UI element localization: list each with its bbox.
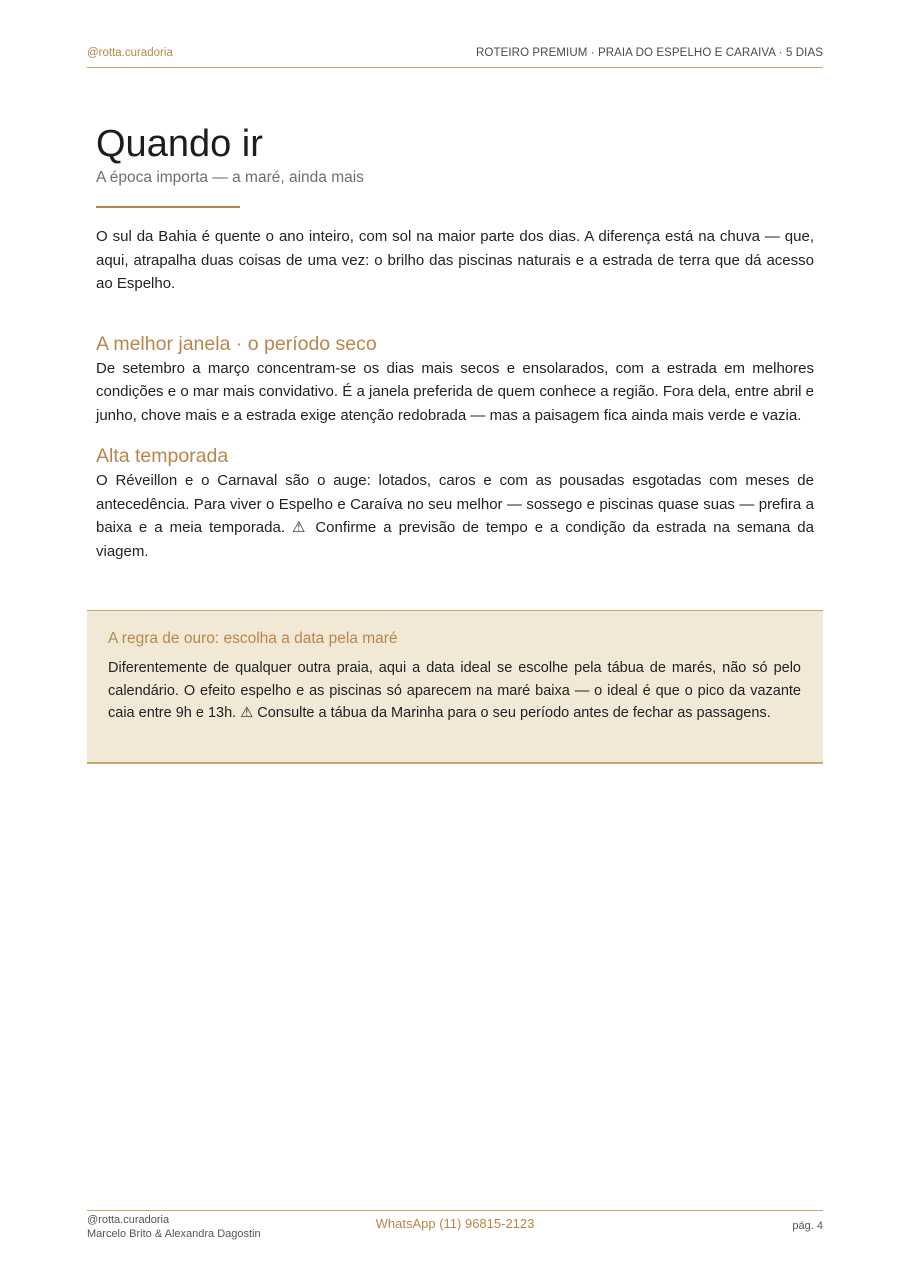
footer-brand: @rotta.curadoria — [87, 1214, 170, 1226]
title-divider — [96, 206, 240, 208]
main-content — [96, 120, 814, 563]
page-header — [87, 46, 823, 68]
page-title: Quando ir — [96, 123, 263, 165]
page-footer — [87, 1210, 823, 1245]
tide-rule-callout — [87, 610, 823, 764]
section-text-high-season: O Réveillon e o Carnaval são o auge: lotados, caros e com as pousadas esgotadas com meses de antecedência. Para viver o Espelho e Caraíva no seu melhor — sossego e piscinas quase suas — prefira a baixa e a meia temporada. ⚠ Confirme a previsão de tempo e a condição da estrada na semana da viagem. — [96, 472, 814, 560]
section-heading-high-season: Alta temporada — [96, 445, 229, 467]
footer-whatsapp-contact: WhatsApp (11) 96815-2123 — [375, 1216, 535, 1231]
section-text-best-window: De setembro a março concentram-se os dias mais secos e ensolarados, com a estrada em melhores condições e o mar mais convidativo. É a janela preferida de quem conhece a região. Fora dela, entre abril e junho, chove mais e a estrada exige atenção redobrada — mas a paisagem fica ainda mais verde e vazia. — [96, 359, 814, 424]
callout-title: A regra de ouro: escolha a data pela maré — [108, 630, 398, 647]
header-document-title: ROTEIRO PREMIUM · PRAIA DO ESPELHO E CARAIVA · 5 DIAS — [476, 47, 823, 59]
page-subtitle: A época importa — a maré, ainda mais — [96, 169, 364, 186]
page-number: pág. 4 — [792, 1220, 823, 1232]
section-heading-best-window: A melhor janela · o período seco — [96, 332, 377, 355]
callout-text: Diferentemente de qualquer outra praia, aqui a data ideal se escolhe pela tábua de marés, não só pelo calendário. O efeito espelho e as piscinas só aparecem na maré baixa — o ideal é que o pico da vazante caia entre 9h e 13h. ⚠ Consulte a tábua da Marinha para o seu período antes de fechar as passagens. — [108, 660, 801, 721]
footer-authors: Marcelo Brito & Alexandra Dagostin — [87, 1228, 261, 1240]
header-brand: @rotta.curadoria — [87, 47, 173, 59]
intro-paragraph: O sul da Bahia é quente o ano inteiro, com sol na maior parte dos dias. A diferença está na chuva — que, aqui, atrapalha duas coisas de uma vez: o brilho das piscinas naturais e a estrada de terra que dá acesso ao Espelho. — [96, 228, 814, 292]
